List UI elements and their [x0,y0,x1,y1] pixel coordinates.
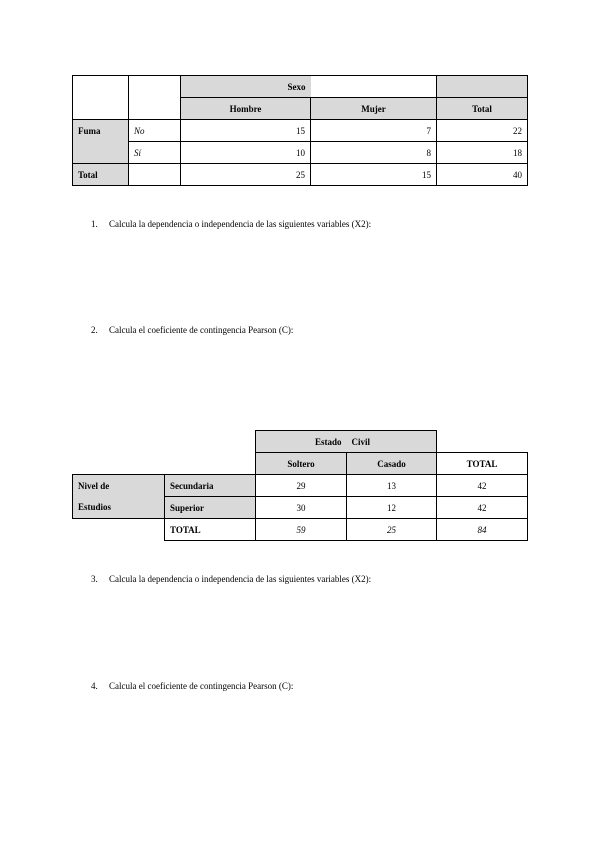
t2-header-civil: Civil [347,431,437,453]
t1-row-group: Fuma [73,120,129,142]
t2-empty [165,431,256,453]
t2-cell: 42 [437,475,528,497]
t1-cell: 10 [181,142,311,164]
t2-cell: 12 [347,497,437,519]
t1-row-group-cont [73,142,129,164]
t1-corner-cell [129,76,181,120]
t1-corner-cell [73,76,129,120]
t1-total-cell: 15 [311,164,437,186]
t2-empty [73,431,165,453]
t2-cell: 29 [256,475,347,497]
t2-cell: 42 [437,497,528,519]
t2-total-cell: 25 [347,519,437,541]
t2-empty [73,519,165,541]
question-3 [91,574,371,584]
question-number: 4. [91,681,98,691]
t2-total-label: TOTAL [165,519,256,541]
t2-row-label: Secundaria [165,475,256,497]
question-1 [91,219,371,229]
question-text: Calcula la dependencia o independencia de las siguientes variables (X2): [109,219,372,229]
t1-cell: 7 [311,120,437,142]
t2-row-label: Superior [165,497,256,519]
table-fuma-sexo [72,75,528,186]
t1-row-label: Sí [129,142,181,164]
question-text: Calcula la dependencia o independencia de las siguientes variables (X2): [109,574,372,584]
t2-row-group-line1: Nivel de [73,475,165,497]
t1-cell: 22 [437,120,528,142]
t2-col-soltero: Soltero [256,453,347,475]
t2-total-cell: 84 [437,519,528,541]
t1-cell: 15 [181,120,311,142]
t1-cell: 18 [437,142,528,164]
t2-cell: 13 [347,475,437,497]
t1-col-hombre: Hombre [181,98,311,120]
t1-cell: 8 [311,142,437,164]
question-text: Calcula el coeficiente de contingencia Pearson (C): [109,325,294,335]
t1-row-label: No [129,120,181,142]
t2-empty [437,431,528,453]
t2-col-casado: Casado [347,453,437,475]
t2-empty [73,453,165,475]
t1-total-cell: 40 [437,164,528,186]
t2-row-group-line2: Estudios [73,497,165,519]
t2-total-cell: 59 [256,519,347,541]
question-number: 2. [91,325,98,335]
t1-sexo-header-blank [311,76,437,98]
t2-empty [165,453,256,475]
question-number: 3. [91,574,98,584]
t2-cell: 30 [256,497,347,519]
t1-col-total: Total [437,98,528,120]
question-number: 1. [91,219,98,229]
t2-col-total: TOTAL [437,453,528,475]
t2-header-estado: Estado [256,431,347,453]
question-text: Calcula el coeficiente de contingencia Pearson (C): [109,681,294,691]
t1-total-label: Total [73,164,129,186]
t1-cell-empty [129,164,181,186]
t1-total-cell: 25 [181,164,311,186]
table-estudios-estado-civil [72,430,528,541]
t1-col-mujer: Mujer [311,98,437,120]
question-2 [91,325,293,335]
t1-sexo-header: Sexo [181,76,311,98]
t1-total-header-blank [437,76,528,98]
question-4 [91,681,293,691]
